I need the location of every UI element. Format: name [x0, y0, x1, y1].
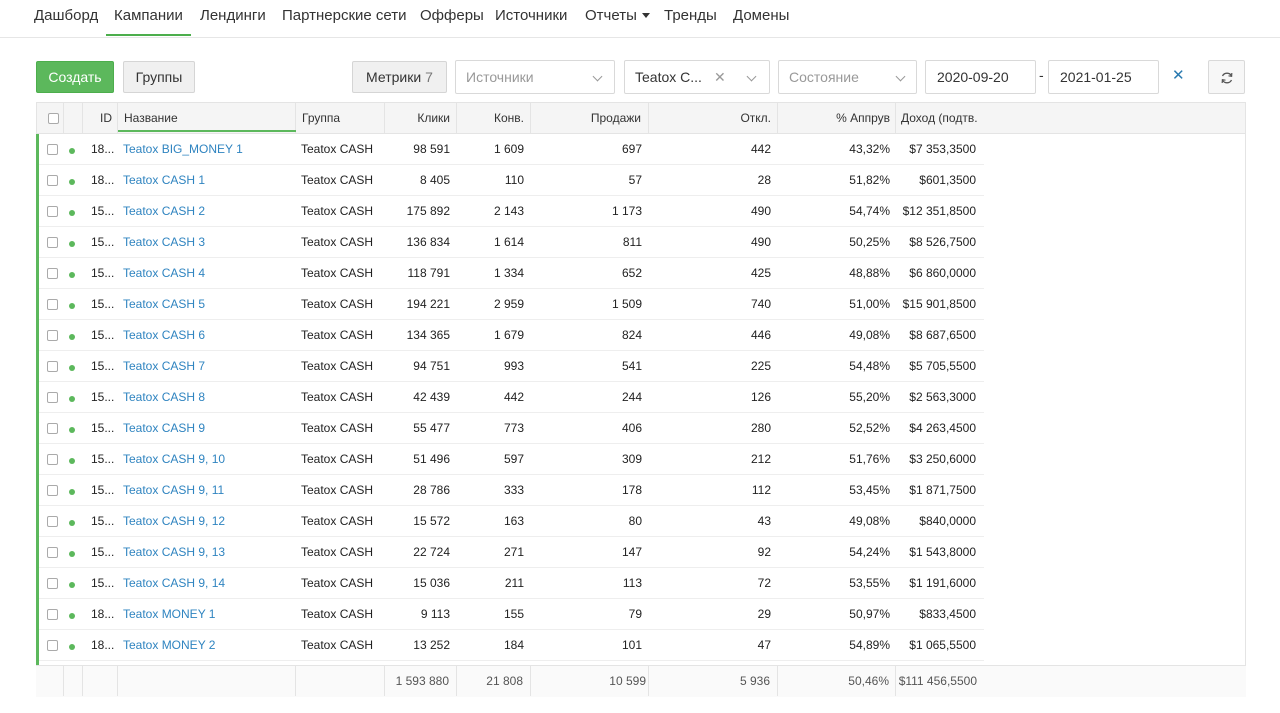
row-rejected: 225: [750, 359, 771, 373]
table-row[interactable]: [39, 599, 984, 630]
chevron-down-icon: [896, 72, 906, 82]
row-group: Teatox CASH: [301, 545, 374, 559]
row-clicks: 194 221: [406, 297, 450, 311]
row-name-link[interactable]: Teatox CASH 3: [123, 235, 206, 249]
row-clicks: 8 405: [419, 173, 450, 187]
row-sales: 147: [621, 545, 642, 559]
chevron-down-icon: [593, 72, 603, 82]
status-active-icon: [69, 241, 75, 247]
row-sales: 824: [621, 328, 642, 342]
row-clicks: 55 477: [413, 421, 450, 435]
row-rejected: 490: [750, 235, 771, 249]
col-revenue[interactable]: Доход (подтв.: [901, 111, 978, 125]
table-row[interactable]: [39, 165, 984, 196]
nav-affiliate-networks[interactable]: Партнерские сети: [282, 7, 407, 24]
column-divider: [456, 666, 457, 696]
row-clicks: 15 036: [413, 576, 450, 590]
row-group: Teatox CASH: [301, 359, 374, 373]
column-divider: [456, 103, 457, 133]
metrics-label: Метрики: [366, 69, 422, 85]
row-sales: 57: [628, 173, 642, 187]
row-id: 15...: [91, 514, 115, 528]
row-name-cell: [123, 413, 293, 443]
row-clicks: 51 496: [413, 452, 450, 466]
row-rejected: 92: [757, 545, 771, 559]
status-active-icon: [69, 489, 75, 495]
column-divider: [117, 103, 118, 133]
total-sales: 10 599: [609, 674, 646, 688]
nav-campaigns[interactable]: Кампании: [106, 0, 191, 36]
status-active-icon: [69, 272, 75, 278]
row-approve: 53,55%: [849, 576, 890, 590]
row-conversions: 442: [503, 390, 524, 404]
table-row[interactable]: [39, 289, 984, 320]
row-sales: 652: [621, 266, 642, 280]
row-id: 15...: [91, 359, 115, 373]
row-id: 15...: [91, 452, 115, 466]
row-id: 15...: [91, 576, 115, 590]
row-conversions: 2 143: [493, 204, 524, 218]
table-row[interactable]: [39, 134, 984, 165]
nav-landings[interactable]: Лендинги: [200, 7, 266, 24]
row-approve: 52,52%: [849, 421, 890, 435]
row-clicks: 98 591: [413, 142, 450, 156]
date-to-input[interactable]: 2021-01-25: [1048, 60, 1159, 94]
row-conversions: 773: [503, 421, 524, 435]
table-row[interactable]: [39, 537, 984, 568]
status-active-icon: [69, 365, 75, 371]
row-clicks: 22 724: [413, 545, 450, 559]
table-row[interactable]: [39, 196, 984, 227]
groups-button[interactable]: Группы: [123, 61, 195, 93]
row-clicks: 94 751: [413, 359, 450, 373]
status-active-icon: [69, 458, 75, 464]
total-approve: 50,46%: [848, 674, 889, 688]
row-conversions: 155: [503, 607, 524, 621]
row-revenue: $1 191,6000: [909, 576, 976, 590]
status-active-icon: [69, 334, 75, 340]
row-sales: 309: [621, 452, 642, 466]
row-group: Teatox CASH: [301, 328, 374, 342]
column-divider: [295, 103, 296, 133]
row-name-link[interactable]: Teatox CASH 9, 11: [123, 483, 225, 497]
row-group: Teatox CASH: [301, 142, 374, 156]
nav-offers[interactable]: Офферы: [420, 7, 484, 24]
row-approve: 51,76%: [849, 452, 890, 466]
row-name-cell: [123, 475, 293, 505]
row-checkbox[interactable]: [47, 175, 58, 186]
row-revenue: $1 871,7500: [909, 483, 976, 497]
state-select[interactable]: [778, 60, 917, 94]
create-button[interactable]: Создать: [36, 61, 114, 93]
row-checkbox[interactable]: [47, 361, 58, 372]
row-name-cell: [123, 568, 293, 598]
col-rejected[interactable]: Откл.: [740, 111, 771, 125]
table-row[interactable]: [39, 382, 984, 413]
column-divider: [777, 666, 778, 696]
state-placeholder: Состояние: [789, 69, 859, 85]
row-sales: 1 173: [611, 204, 642, 218]
row-group: Teatox CASH: [301, 390, 374, 404]
table-footer: [36, 665, 1246, 697]
total-revenue: $111 456,5500: [898, 674, 977, 688]
row-revenue: $7 353,3500: [909, 142, 976, 156]
row-group: Teatox CASH: [301, 235, 374, 249]
row-sales: 80: [628, 514, 642, 528]
row-id: 15...: [91, 390, 115, 404]
row-name-link[interactable]: Teatox CASH 9, 14: [123, 576, 226, 590]
row-rejected: 112: [751, 483, 771, 497]
row-name-cell: [123, 227, 293, 257]
row-sales: 697: [621, 142, 642, 156]
row-approve: 50,97%: [849, 607, 890, 621]
total-clicks: 1 593 880: [395, 674, 449, 688]
row-id: 18...: [91, 142, 115, 156]
row-name-cell: [123, 630, 293, 660]
row-group: Teatox CASH: [301, 421, 374, 435]
row-approve: 54,74%: [849, 204, 890, 218]
row-group: Teatox CASH: [301, 266, 374, 280]
row-checkbox[interactable]: [47, 206, 58, 217]
row-conversions: 993: [503, 359, 524, 373]
row-group: Teatox CASH: [301, 638, 374, 652]
row-sales: 178: [621, 483, 642, 497]
row-checkbox[interactable]: [47, 516, 58, 527]
row-sales: 244: [621, 390, 642, 404]
row-conversions: 184: [503, 638, 524, 652]
row-name-cell: [123, 351, 293, 381]
sources-select[interactable]: [455, 60, 615, 94]
row-revenue: $4 263,4500: [909, 421, 976, 435]
row-rejected: 126: [750, 390, 771, 404]
row-approve: 54,89%: [849, 638, 890, 652]
total-rejected: 5 936: [739, 674, 770, 688]
row-conversions: 163: [503, 514, 524, 528]
row-name-cell: [123, 165, 293, 195]
row-rejected: 442: [750, 142, 771, 156]
row-checkbox[interactable]: [47, 423, 58, 434]
column-divider: [63, 666, 64, 696]
row-checkbox[interactable]: [47, 268, 58, 279]
row-revenue: $833,4500: [919, 607, 976, 621]
row-revenue: $15 901,8500: [902, 297, 976, 311]
status-active-icon: [69, 427, 75, 433]
row-approve: 43,32%: [849, 142, 890, 156]
row-checkbox[interactable]: [47, 547, 58, 558]
row-approve: 54,48%: [849, 359, 890, 373]
row-name-cell: [123, 599, 293, 629]
row-clicks: 175 892: [406, 204, 450, 218]
table-row[interactable]: [39, 227, 984, 258]
row-rejected: 740: [750, 297, 771, 311]
row-name-cell: [123, 506, 293, 536]
row-group: Teatox CASH: [301, 173, 374, 187]
table-row[interactable]: [39, 258, 984, 289]
row-approve: 54,24%: [849, 545, 890, 559]
row-group: Teatox CASH: [301, 607, 374, 621]
row-approve: 53,45%: [849, 483, 890, 497]
column-divider: [384, 103, 385, 133]
row-conversions: 333: [503, 483, 524, 497]
row-name-link[interactable]: Teatox CASH 9, 13: [123, 545, 226, 559]
row-clicks: 118 791: [407, 266, 450, 280]
table-row[interactable]: [39, 568, 984, 599]
clear-selection-icon[interactable]: ✕: [714, 69, 726, 85]
row-rejected: 212: [750, 452, 771, 466]
total-conversions: 21 808: [486, 674, 523, 688]
row-checkbox[interactable]: [47, 454, 58, 465]
row-revenue: $5 705,5500: [909, 359, 976, 373]
row-rejected: 72: [757, 576, 771, 590]
nav-reports-label: Отчеты: [585, 7, 637, 24]
column-divider: [295, 666, 296, 696]
row-name-cell: [123, 289, 293, 319]
row-revenue: $8 526,7500: [909, 235, 976, 249]
row-conversions: 1 334: [493, 266, 524, 280]
group-filter-value: Teatox C...: [635, 69, 702, 85]
metrics-count: 7: [425, 69, 433, 85]
col-sales[interactable]: Продажи: [590, 111, 641, 125]
column-divider: [63, 103, 64, 133]
row-name-link[interactable]: Teatox CASH 8: [123, 390, 206, 404]
row-name-cell: [123, 258, 293, 288]
row-checkbox[interactable]: [47, 640, 58, 651]
row-sales: 406: [621, 421, 642, 435]
row-group: Teatox CASH: [301, 297, 374, 311]
status-active-icon: [69, 644, 75, 650]
column-divider: [895, 103, 896, 133]
row-approve: 49,08%: [849, 514, 890, 528]
sort-indicator: [118, 130, 296, 132]
status-active-icon: [69, 613, 75, 619]
status-active-icon: [69, 179, 75, 185]
table-row[interactable]: [39, 444, 984, 475]
row-name-cell: [123, 444, 293, 474]
col-approve[interactable]: % Аппрув: [836, 111, 890, 125]
table-row[interactable]: [39, 475, 984, 506]
column-divider: [530, 103, 531, 133]
row-name-cell: [123, 320, 293, 350]
row-rejected: 425: [750, 266, 771, 280]
status-active-icon: [69, 396, 75, 402]
row-sales: 811: [622, 235, 642, 249]
row-id: 18...: [91, 638, 115, 652]
row-rejected: 29: [757, 607, 771, 621]
column-divider: [530, 666, 531, 696]
col-id[interactable]: ID: [100, 111, 112, 125]
metrics-button[interactable]: [352, 61, 447, 93]
row-revenue: $1 543,8000: [909, 545, 976, 559]
row-conversions: 1 614: [493, 235, 524, 249]
row-group: Teatox CASH: [301, 514, 374, 528]
row-rejected: 490: [750, 204, 771, 218]
row-revenue: $1 065,5500: [909, 638, 976, 652]
col-name[interactable]: Название: [124, 111, 178, 125]
row-approve: 48,88%: [849, 266, 890, 280]
col-clicks[interactable]: Клики: [417, 111, 450, 125]
date-separator: -: [1039, 67, 1044, 83]
row-clicks: 136 834: [406, 235, 450, 249]
row-approve: 55,20%: [849, 390, 890, 404]
row-id: 15...: [91, 297, 115, 311]
select-all-checkbox[interactable]: [48, 113, 59, 124]
row-checkbox[interactable]: [47, 330, 58, 341]
row-name-link[interactable]: Teatox CASH 9, 10: [123, 452, 226, 466]
row-conversions: 110: [504, 173, 524, 187]
row-checkbox[interactable]: [47, 392, 58, 403]
row-conversions: 597: [503, 452, 524, 466]
row-name-link[interactable]: Teatox CASH 6: [123, 328, 206, 342]
status-active-icon: [69, 520, 75, 526]
table-row[interactable]: [39, 351, 984, 382]
row-clicks: 42 439: [413, 390, 450, 404]
row-approve: 50,25%: [849, 235, 890, 249]
row-approve: 49,08%: [849, 328, 890, 342]
row-approve: 51,82%: [849, 173, 890, 187]
row-revenue: $12 351,8500: [902, 204, 976, 218]
row-group: Teatox CASH: [301, 452, 374, 466]
row-checkbox[interactable]: [47, 485, 58, 496]
row-sales: 1 509: [611, 297, 642, 311]
row-conversions: 1 609: [493, 142, 524, 156]
row-revenue: $601,3500: [919, 173, 976, 187]
row-name-link[interactable]: Teatox MONEY 2: [123, 638, 216, 652]
row-conversions: 2 959: [493, 297, 524, 311]
row-name-link[interactable]: Teatox BIG_MONEY 1: [123, 142, 243, 156]
status-active-icon: [69, 148, 75, 154]
row-clicks: 15 572: [413, 514, 450, 528]
row-conversions: 1 679: [493, 328, 524, 342]
row-clicks: 13 252: [413, 638, 450, 652]
row-sales: 101: [621, 638, 642, 652]
row-name-link[interactable]: Teatox CASH 2: [123, 204, 206, 218]
row-revenue: $6 860,0000: [909, 266, 976, 280]
nav-sources[interactable]: Источники: [495, 7, 568, 24]
column-divider: [384, 666, 385, 696]
row-rejected: 43: [757, 514, 771, 528]
row-rejected: 47: [757, 638, 771, 652]
row-name-link[interactable]: Teatox MONEY 1: [123, 607, 216, 621]
row-id: 18...: [91, 607, 115, 621]
chevron-down-icon: [747, 72, 757, 82]
row-id: 15...: [91, 204, 115, 218]
row-checkbox[interactable]: [47, 299, 58, 310]
row-checkbox[interactable]: [47, 609, 58, 620]
row-name-link[interactable]: Teatox CASH 4: [123, 266, 206, 280]
group-filter-select[interactable]: [624, 60, 770, 94]
row-id: 15...: [91, 421, 115, 435]
row-rejected: 28: [757, 173, 771, 187]
row-id: 15...: [91, 235, 115, 249]
column-divider: [777, 103, 778, 133]
status-active-icon: [69, 303, 75, 309]
column-divider: [895, 666, 896, 696]
column-divider: [82, 666, 83, 696]
status-active-icon: [69, 210, 75, 216]
row-name-link[interactable]: Teatox CASH 9, 12: [123, 514, 226, 528]
row-revenue: $8 687,6500: [909, 328, 976, 342]
row-name-link[interactable]: Teatox CASH 1: [123, 173, 206, 187]
row-checkbox[interactable]: [47, 578, 58, 589]
sources-placeholder: Источники: [466, 69, 534, 85]
row-name-cell: [123, 537, 293, 567]
table-row[interactable]: [39, 630, 984, 661]
status-active-icon: [69, 582, 75, 588]
row-rejected: 446: [750, 328, 771, 342]
row-name-cell: [123, 382, 293, 412]
row-id: 15...: [91, 483, 115, 497]
row-name-link[interactable]: Teatox CASH 5: [123, 297, 206, 311]
row-group: Teatox CASH: [301, 576, 374, 590]
row-id: 15...: [91, 266, 115, 280]
row-name-cell: [123, 134, 293, 164]
column-divider: [648, 103, 649, 133]
row-revenue: $2 563,3000: [909, 390, 976, 404]
table-row[interactable]: [39, 320, 984, 351]
row-group: Teatox CASH: [301, 483, 374, 497]
row-clicks: 9 113: [420, 607, 450, 621]
nav-dashboard[interactable]: Дашборд: [34, 7, 99, 24]
nav-domains[interactable]: Домены: [733, 7, 790, 24]
table-row[interactable]: [39, 506, 984, 537]
col-conversions[interactable]: Конв.: [494, 111, 524, 125]
row-id: 15...: [91, 545, 115, 559]
nav-reports[interactable]: [585, 0, 650, 36]
row-checkbox[interactable]: [47, 144, 58, 155]
row-name-link[interactable]: Teatox CASH 7: [123, 359, 206, 373]
row-name-cell: [123, 196, 293, 226]
row-sales: 113: [622, 576, 642, 590]
row-checkbox[interactable]: [47, 237, 58, 248]
row-revenue: $3 250,6000: [909, 452, 976, 466]
row-clicks: 134 365: [406, 328, 450, 342]
row-conversions: 211: [504, 576, 524, 590]
column-divider: [117, 666, 118, 696]
refresh-icon: [1220, 71, 1234, 85]
row-rejected: 280: [750, 421, 771, 435]
table-row[interactable]: [39, 413, 984, 444]
row-group: Teatox CASH: [301, 204, 374, 218]
row-sales: 79: [628, 607, 642, 621]
date-from-input[interactable]: 2020-09-20: [925, 60, 1036, 94]
row-revenue: $840,0000: [919, 514, 976, 528]
top-navigation: [0, 0, 1280, 38]
refresh-button[interactable]: [1208, 60, 1245, 94]
col-group[interactable]: Группа: [302, 111, 341, 125]
nav-trends[interactable]: Тренды: [664, 7, 717, 24]
column-divider: [648, 666, 649, 696]
row-clicks: 28 786: [413, 483, 450, 497]
row-name-link[interactable]: Teatox CASH 9: [123, 421, 206, 435]
row-conversions: 271: [503, 545, 524, 559]
caret-down-icon: [642, 13, 650, 18]
status-active-icon: [69, 551, 75, 557]
row-id: 18...: [91, 173, 115, 187]
close-icon[interactable]: ✕: [1172, 67, 1185, 84]
row-sales: 541: [621, 359, 642, 373]
row-id: 15...: [91, 328, 115, 342]
row-approve: 51,00%: [849, 297, 890, 311]
column-divider: [82, 103, 83, 133]
